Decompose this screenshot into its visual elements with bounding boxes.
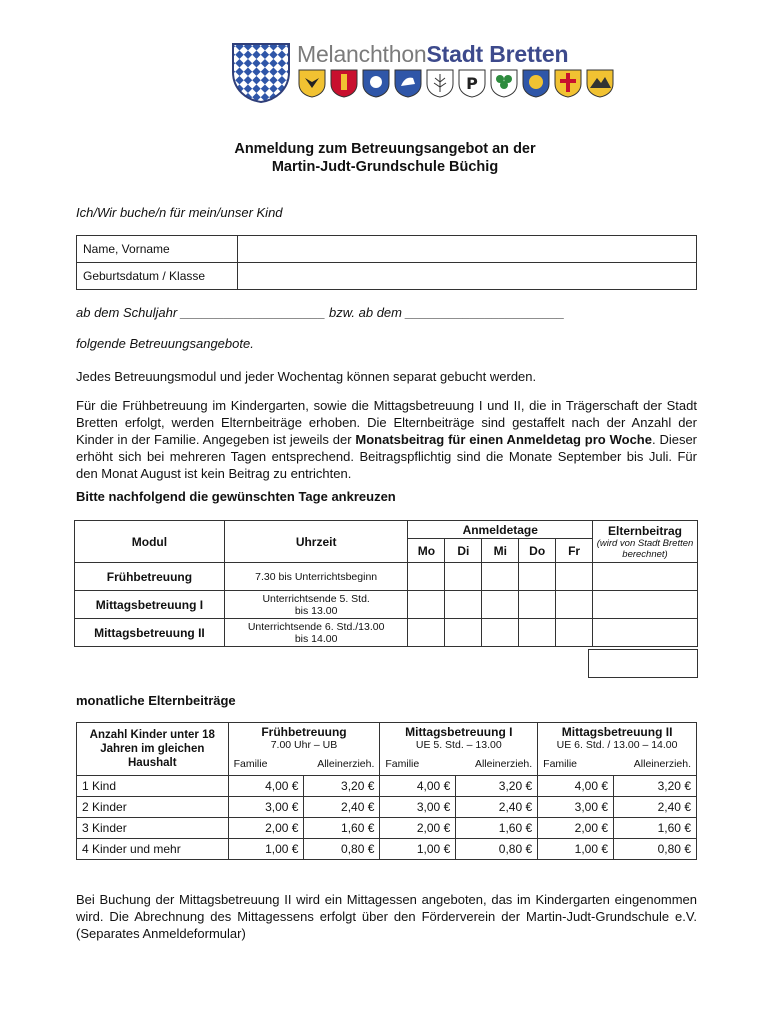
checkbox-cell[interactable] <box>445 619 482 647</box>
birth-label: Geburtsdatum / Klasse <box>77 263 238 290</box>
mountain-crest-icon <box>585 68 615 98</box>
col-uhrzeit: Uhrzeit <box>224 521 408 563</box>
star-crest-icon <box>521 68 551 98</box>
fee-cell <box>593 591 698 619</box>
clover-crest-icon <box>489 68 519 98</box>
eagle-crest-icon <box>297 68 327 98</box>
tree-crest-icon <box>425 68 455 98</box>
fees-paragraph: Für die Frühbetreuung im Kindergarten, sowie die Mittagsbetreuung I und II, die in Trägerschaft der Stadt Bretten erfolgt, werden Elternbeiträge erhoben. Die Elternbeiträge sind gestaffelt nach der Anzahl der Kinder in der Familie. Angegeben ist jeweils der Monatsbeitrag für einen Anmeldetag pro Woche. Dieser erhöht sich bei mehreren Tagen entsprechend. Beitragspflichtig sind die Monate September bis Juli. Für den Monat August ist kein Beitrag zu entrichten. <box>76 398 698 481</box>
checkbox-cell[interactable] <box>445 591 482 619</box>
monthly-heading: monatliche Elternbeiträge <box>76 693 236 708</box>
checkbox-cell[interactable] <box>482 563 519 591</box>
day-mo: Mo <box>408 539 445 563</box>
city-crest-icon <box>231 42 291 104</box>
day-mi: Mi <box>482 539 519 563</box>
svg-text:P: P <box>466 74 478 93</box>
col-elternbeitrag: Elternbeitrag (wird von Stadt Bretten berechnet) <box>593 521 698 563</box>
select-heading: Bitte nachfolgend die gewünschten Tage ankreuzen <box>76 489 396 504</box>
checkbox-cell[interactable] <box>556 591 593 619</box>
checkbox-cell[interactable] <box>408 619 445 647</box>
day-di: Di <box>445 539 482 563</box>
footer-note: Bei Buchung der Mittagsbetreuung II wird ein Mittagessen angeboten, das im Kindergarten eingenommen wird. Die Abrechnung des Mittagessens erfolgt über den Förderverein der Martin-Judt-Grundschule e.V. (Separates Anmeldeformular) <box>76 892 697 941</box>
horse-crest-icon <box>393 68 423 98</box>
fee-total-box <box>588 649 698 678</box>
booking-table <box>74 520 698 647</box>
fee-cell <box>593 619 698 647</box>
checkbox-cell[interactable] <box>556 563 593 591</box>
checkbox-cell[interactable] <box>445 563 482 591</box>
table-row: Frühbetreuung 7.30 bis Unterrichtsbeginn <box>75 563 698 591</box>
birth-field[interactable] <box>238 263 697 290</box>
name-label: Name, Vorname <box>77 236 238 263</box>
table-row: 3 Kinder 2,00 € 1,60 € 2,00 € 1,60 € 2,00 € 1,60 € <box>77 818 697 839</box>
schoolyear-line[interactable]: ab dem Schuljahr ____________________ bzw. ab dem ______________________ <box>76 305 565 320</box>
animal-crest-icon <box>361 68 391 98</box>
fee-table: Anzahl Kinder unter 18 Jahren im gleichen Haushalt Frühbetreuung 7.00 Uhr – UB Mittagsbetreuung I UE 5. Std. – 13.00 Mittagsbetreuung II UE 6. Std. / 13.00 – 14.00 Familie Alleinerzieh. Familie Alleinerzieh. Familie Alleinerzieh. 1 Kind 4,00 € 3,20 € 4,00 € 3,20 € 4,00 € 3,20 € 2 Kinder 3,00 € 2,40 € 3,00 € 2,40 € 3,00 € 2,40 € 3 Kinder 2,00 € 1,60 € 2,00 € 1,60 € 2,00 € 1,60 € 4 Kinder und mehr 1,00 € 0,80 € 1,00 € 0,80 € 1,00 € 0,80 € <box>76 722 697 860</box>
offers-line: folgende Betreuungsangebote. <box>76 336 254 351</box>
table-row: 2 Kinder 3,00 € 2,40 € 3,00 € 2,40 € 3,00 € 2,40 € <box>77 797 697 818</box>
letter-p-crest-icon <box>457 68 487 98</box>
checkbox-cell[interactable] <box>556 619 593 647</box>
checkbox-cell[interactable] <box>408 563 445 591</box>
table-row: Mittagsbetreuung II Unterrichtsende 6. Std./13.00 bis 14.00 <box>75 619 698 647</box>
name-field[interactable] <box>238 236 697 263</box>
checkbox-cell[interactable] <box>519 619 556 647</box>
fee-cell <box>593 563 698 591</box>
day-do: Do <box>519 539 556 563</box>
checkbox-cell[interactable] <box>519 591 556 619</box>
col-anmeldetage: Anmeldetage <box>408 521 593 539</box>
red-cross-crest-icon <box>553 68 583 98</box>
table-row: Mittagsbetreuung I Unterrichtsende 5. Std. bis 13.00 <box>75 591 698 619</box>
children-count-header: Anzahl Kinder unter 18 Jahren im gleichen Haushalt <box>77 723 229 776</box>
day-fr: Fr <box>556 539 593 563</box>
red-shield-icon <box>329 68 359 98</box>
table-row: 1 Kind 4,00 € 3,20 € 4,00 € 3,20 € 4,00 € 3,20 € <box>77 776 697 797</box>
checkbox-cell[interactable] <box>482 591 519 619</box>
col-modul: Modul <box>75 521 225 563</box>
table-row: 4 Kinder und mehr 1,00 € 0,80 € 1,00 € 0,80 € 1,00 € 0,80 € <box>77 839 697 860</box>
intro-text: Ich/Wir buche/n für mein/unser Kind <box>76 205 283 220</box>
child-info-table <box>76 235 697 290</box>
checkbox-cell[interactable] <box>519 563 556 591</box>
checkbox-cell[interactable] <box>482 619 519 647</box>
checkbox-cell[interactable] <box>408 591 445 619</box>
city-logo-text: MelanchthonStadt Bretten <box>297 41 569 67</box>
page-title: Anmeldung zum Betreuungsangebot an der Martin-Judt-Grundschule Büchig <box>234 141 536 175</box>
module-note: Jedes Betreuungsmodul und jeder Wochentag können separat gebucht werden. <box>76 369 537 384</box>
district-crests <box>297 68 615 98</box>
